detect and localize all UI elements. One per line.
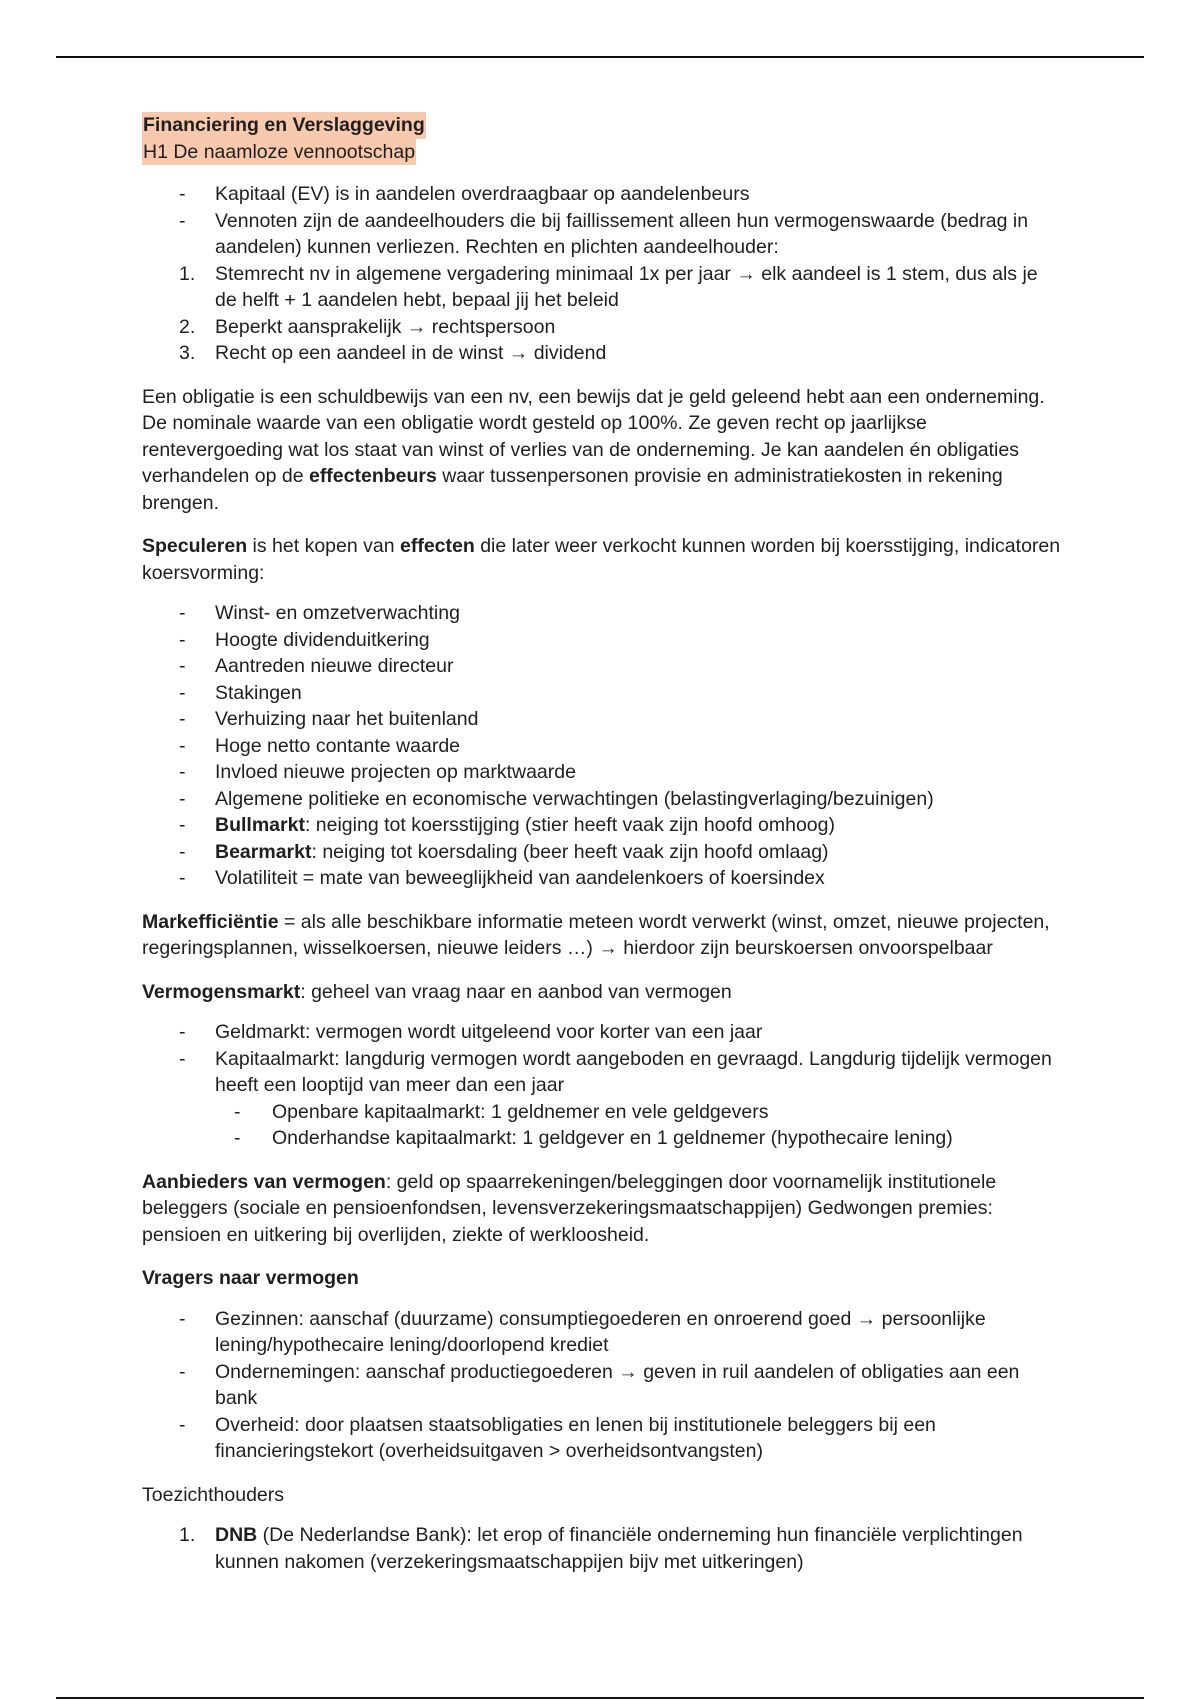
toezichthouders-heading: Toezichthouders (142, 1483, 285, 1506)
list-item: - Onderhandse kapitaalmarkt: 1 geldgever en 1 geldnemer (hypothecaire lening) (234, 1127, 953, 1149)
top-rule (56, 56, 1144, 58)
document-body (142, 112, 1062, 1575)
list-item: 1. Stemrecht nv in algemene vergadering minimaal 1x per jaar → elk aandeel is 1 stem, dus als je de helft + 1 aandelen hebt, bepaal jij het beleid (179, 262, 1038, 311)
markefficientie-paragraph: Markefficiëntie = als alle beschikbare informatie meteen wordt verwerkt (winst, omzet, nieuwe projecten, regeringsplannen, wisselkoersen, nieuwe leiders …) → hierdoor zijn beurskoersen onvoorspelbaar (142, 910, 1050, 959)
list-item: - Vennoten zijn de aandeelhouders die bij faillissement alleen hun vermogenswaarde (bedrag in aandelen) kunnen verliezen. Rechten en plichten aandeelhouder: (179, 209, 1029, 258)
list-item: - Kapitaalmarkt: langdurig vermogen wordt aangeboden en gevraagd. Langdurig tijdelijk vermogen heeft een looptijd van meer dan een jaar (179, 1047, 1052, 1096)
list-item: - Kapitaal (EV) is in aandelen overdraagbaar op aandelenbeurs (179, 183, 750, 205)
list-item: - Overheid: door plaatsen staatsobligaties en lenen bij institutionele beleggers bij een financieringstekort (overheidsuitgaven > overheidsontvangsten) (179, 1413, 936, 1462)
document-heading (142, 112, 1062, 165)
list-item: - Volatiliteit = mate van beweeglijkheid van aandelenkoers of koersindex (179, 867, 825, 889)
list-item: 2. Beperkt aansprakelijk → rechtspersoon (179, 315, 556, 338)
list-item: - Hoge netto contante waarde (179, 734, 461, 757)
vragers-heading: Vragers naar vermogen (142, 1267, 359, 1289)
list-item: - Verhuizing naar het buitenland (179, 708, 479, 730)
list-item: - Gezinnen: aanschaf (duurzame) consumptiegoederen en onroerend goed → persoonlijke lening/hypothecaire lening/doorlopend krediet (179, 1307, 986, 1356)
list-item: - Algemene politieke en economische verwachtingen (belastingverlaging/bezuinigen) (179, 787, 934, 810)
list-item: - Openbare kapitaalmarkt: 1 geldnemer en vele geldgevers (234, 1100, 769, 1123)
vermogensmarkt-paragraph: Vermogensmarkt: geheel van vraag naar en aanbod van vermogen (142, 980, 732, 1003)
obligatie-paragraph: Een obligatie is een schuldbewijs van een nv, een bewijs dat je geld geleend hebt aan een onderneming. De nominale waarde van een obligatie wordt gesteld op 100%. Ze geven recht op jaarlijkse rentevergoeding wat los staat van winst of verlies van de onderneming. Je kan aandelen én obligaties verhandelen op de effectenbeurs waar tussenpersonen provisie en administratiekosten in rekening brengen. (142, 385, 1045, 514)
vragers-list (142, 1306, 1062, 1465)
list-item: 1. DNB (De Nederlandse Bank): let erop of financiële onderneming hun financiële verplichtingen kunnen nakomen (verzekeringsmaatschappijen bijv met uitkeringen) (179, 1524, 1023, 1573)
list-item: - Invloed nieuwe projecten op marktwaarde (179, 761, 576, 783)
koersvorming-list (142, 600, 1062, 892)
document-title: Financiering en Verslaggeving (142, 112, 426, 139)
aanbieders-paragraph: Aanbieders van vermogen: geld op spaarrekeningen/beleggingen door voornamelijk institutionele beleggers (sociale en pensioenfondsen, levensverzekeringsmaatschappijen) Gedwongen premies: pensioen en uitkering bij overlijden, ziekte of werkloosheid. (142, 1170, 997, 1246)
list-item: 3. Recht op een aandeel in de winst → dividend (179, 342, 607, 364)
nv-properties-list (142, 181, 1062, 367)
list-item: - Hoogte dividenduitkering (179, 628, 430, 651)
list-item: - Ondernemingen: aanschaf productiegoederen → geven in ruil aandelen of obligaties aan een bank (179, 1360, 1020, 1409)
chapter-title: H1 De naamloze vennootschap (142, 139, 416, 166)
speculeren-paragraph: Speculeren is het kopen van effecten die later weer verkocht kunnen worden bij koersstijging, indicatoren koersvorming: (142, 535, 1061, 584)
toezichthouders-list (142, 1522, 1062, 1575)
list-item: - Geldmarkt: vermogen wordt uitgeleend voor korter van een jaar (179, 1021, 763, 1043)
list-item: - Stakingen (179, 681, 302, 704)
vermogensmarkt-list (142, 1019, 1062, 1099)
list-item: - Winst- en omzetverwachting (179, 602, 460, 624)
bottom-rule (56, 1697, 1144, 1699)
kapitaalmarkt-sublist (142, 1099, 1062, 1152)
list-item: - Bearmarkt: neiging tot koersdaling (beer heeft vaak zijn hoofd omlaag) (179, 840, 829, 863)
list-item: - Bullmarkt: neiging tot koersstijging (stier heeft vaak zijn hoofd omhoog) (179, 814, 835, 836)
list-item: - Aantreden nieuwe directeur (179, 655, 454, 677)
